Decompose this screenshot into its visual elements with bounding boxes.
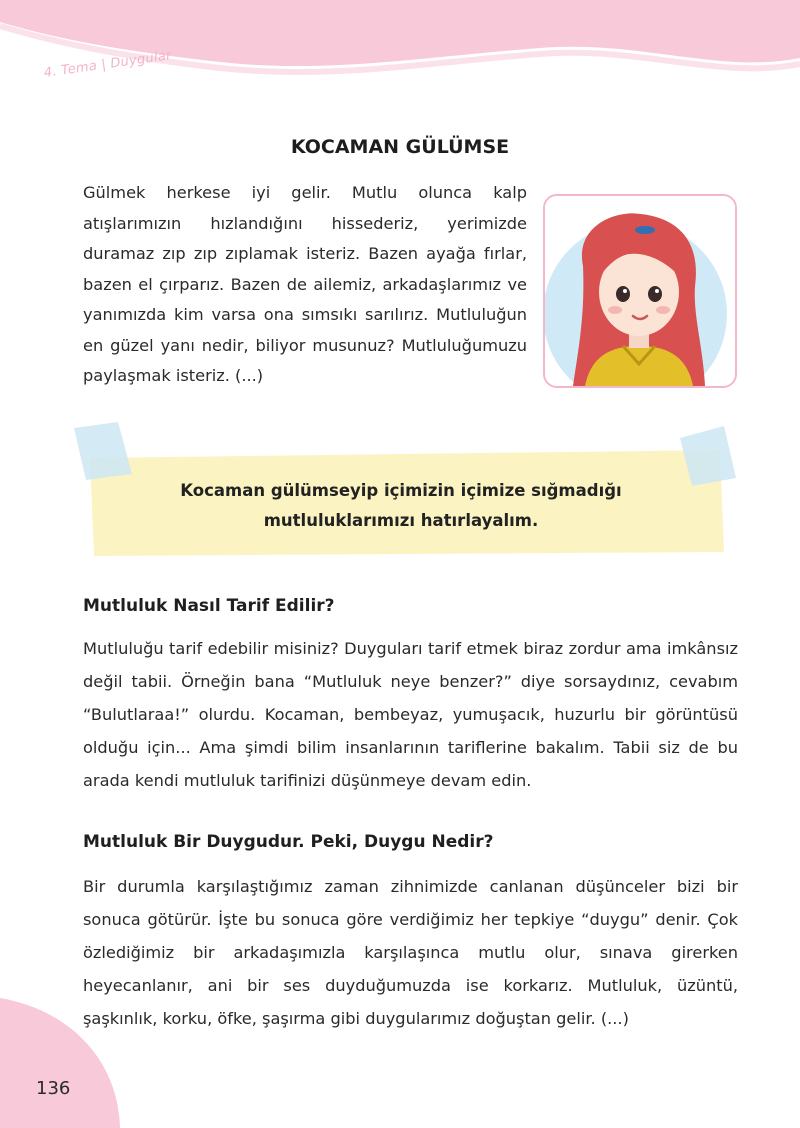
section-paragraph-1 [83, 632, 738, 797]
girl-image [545, 196, 735, 386]
section-heading-2: Mutluluk Bir Duygudur. Peki, Duygu Nedir? [83, 832, 494, 852]
section-paragraph-2 [83, 870, 738, 1035]
page-title: KOCAMAN GÜLÜMSE [290, 136, 510, 158]
section-2-text: Bir durumla karşılaştığımız zaman zihnimizde canlanan düşünceler bizi bir sonuca götürür. İşte bu sonuca göre verdiğimiz her tepkiye “duygu” denir. Çok özlediğimiz bir arkadaşımızla karşılaşınca mutlu olur, sınava girerken heyecanlanır, ani bir ses duyduğumuzda ise korkarız. Mutluluk, üzüntü, şaşkınlık, korku, öfke, şaşırma gibi duygularımız doğuştan gelir. (...) [83, 877, 738, 1028]
note-text [96, 476, 706, 536]
section-1-text: Mutluluğu tarif edebilir misiniz? Duyguları tarif etmek biraz zordur ama imkânsız değil tabii. Örneğin bana “Mutluluk neye benzer?” diye sorsaydınız, cevabım “Bulutlaraa!” olurdu. Kocaman, bembeyaz, yumuşacık, huzurlu bir görüntüsü olduğu için... Ama şimdi bilim insanlarının tariflerine bakalım. Tabii siz de bu arada kendi mutluluk tarifinizi düşünmeye devam edin. [83, 639, 738, 790]
top-wave-decoration [0, 0, 800, 100]
page-number: 136 [36, 1078, 71, 1099]
note-line-1: Kocaman gülümseyip içimizin içimize sığmadığı [180, 481, 622, 500]
note-line-2: mutluluklarımızı hatırlayalım. [263, 511, 539, 530]
section-heading-1: Mutluluk Nasıl Tarif Edilir? [83, 596, 335, 616]
intro-text [83, 178, 527, 392]
intro-paragraph: Gülmek herkese iyi gelir. Mutlu olunca kalp atışlarımızın hızlandığını hissederiz, yerimizde duramaz zıp zıp zıplamak isteriz. Bazen ayağa fırlar, bazen el çırparız. Bazen de ailemiz, arkadaşlarımız ve yanımızda kim varsa ona sımsıkı sarılırız. Mutluluğun en güzel yanı nedir, biliyor musunuz? Mutluluğumuzu paylaşmak isteriz. (...) [83, 183, 527, 385]
girl-illustration [543, 194, 737, 388]
corner-decoration [0, 998, 140, 1128]
theme-label: 4. Tema | Duygular [42, 48, 173, 81]
